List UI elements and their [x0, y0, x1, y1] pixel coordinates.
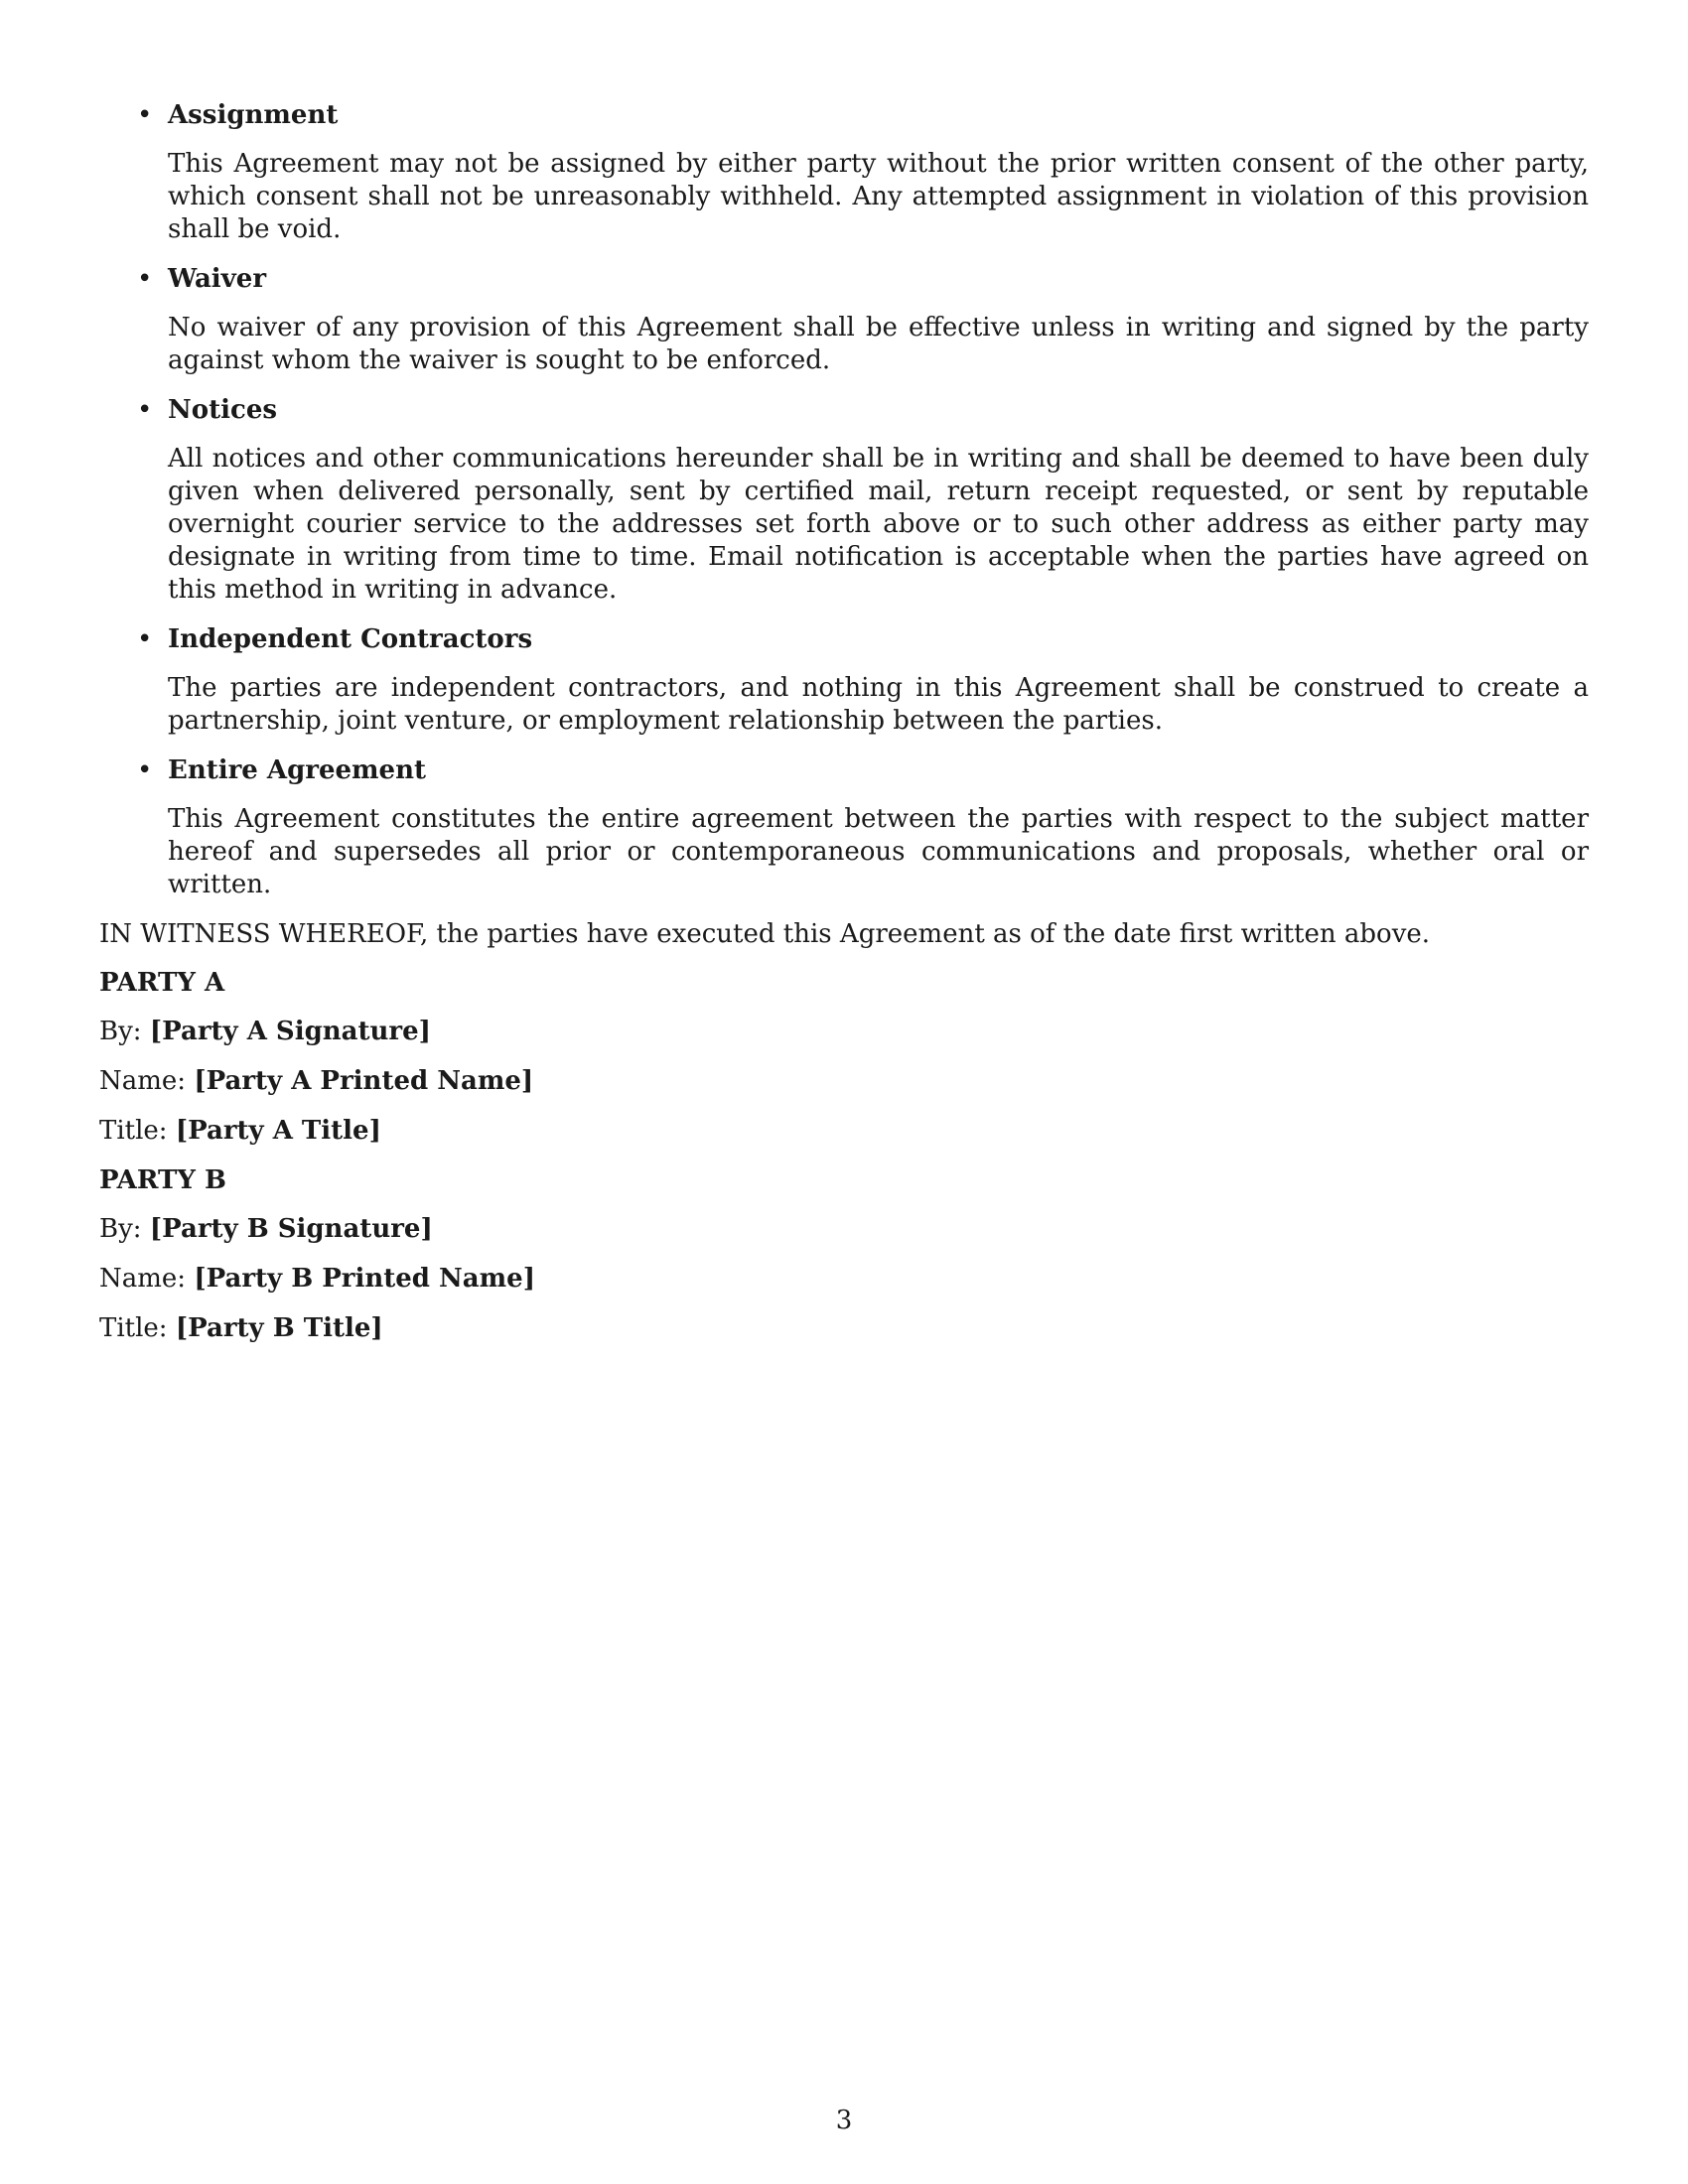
printed-name-label: Name: [99, 1066, 187, 1096]
party-heading: PARTY A [99, 968, 225, 998]
signature-value: [Party A Signature] [149, 1017, 431, 1046]
clause-text: No waiver of any provision of this Agreement shall be effective unless in writing and signed by the party against whom the waiver is sought to be enforced. [168, 313, 1589, 375]
printed-name-value: [Party A Printed Name] [194, 1066, 534, 1096]
title-value: [Party B Title] [175, 1313, 383, 1343]
clause-waiver [137, 263, 1589, 377]
clause-text: This Agreement may not be assigned by either party without the prior written consent of the other party, which consent shall not be unreasonably withheld. Any attempted assignment in violation of this provision shall be void. [168, 149, 1589, 244]
printed-name-label: Name: [99, 1264, 187, 1294]
clause-notices [137, 394, 1589, 607]
bullet-icon: • [137, 264, 153, 294]
bullet-icon: • [137, 755, 153, 785]
printed-name-line [99, 1263, 1589, 1296]
clause-title: Entire Agreement [168, 755, 426, 785]
clause-list [99, 99, 1589, 901]
title-label: Title: [99, 1116, 168, 1146]
clause-independent-contractors [137, 623, 1589, 738]
bullet-icon: • [137, 100, 153, 130]
document-page [99, 99, 1589, 1362]
bullet-icon: • [137, 395, 153, 425]
clause-text: The parties are independent contractors, and nothing in this Agreement shall be construed to create a partnership, joint venture, or employment relationship between the parties. [168, 673, 1589, 736]
clause-entire-agreement [137, 754, 1589, 901]
party-a-block [99, 967, 1589, 1148]
bullet-icon: • [137, 624, 153, 654]
title-line [99, 1312, 1589, 1345]
party-heading: PARTY B [99, 1165, 226, 1195]
clause-title: Independent Contractors [168, 624, 533, 654]
page-number: 3 [835, 2106, 853, 2135]
clause-title: Assignment [168, 100, 339, 130]
party-b-block [99, 1164, 1589, 1345]
clause-assignment [137, 99, 1589, 246]
printed-name-value: [Party B Printed Name] [194, 1264, 536, 1294]
signature-label: By: [99, 1214, 142, 1244]
printed-name-line [99, 1065, 1589, 1098]
title-line [99, 1115, 1589, 1148]
witness-statement: IN WITNESS WHEREOF, the parties have executed this Agreement as of the date first written above. [99, 919, 1431, 949]
signature-value: [Party B Signature] [149, 1214, 433, 1244]
clause-title: Waiver [168, 264, 267, 294]
clause-text: This Agreement constitutes the entire agreement between the parties with respect to the subject matter hereof and supersedes all prior or contemporaneous communications and proposals, whether oral or written. [168, 804, 1589, 899]
title-value: [Party A Title] [175, 1116, 381, 1146]
clause-title: Notices [168, 395, 278, 425]
signature-line [99, 1213, 1589, 1246]
signature-label: By: [99, 1017, 142, 1046]
signature-line [99, 1016, 1589, 1048]
title-label: Title: [99, 1313, 168, 1343]
clause-text: All notices and other communications hereunder shall be in writing and shall be deemed to have been duly given when delivered personally, sent by certified mail, return receipt requested, or sent by reputable overnight courier service to the addresses set forth above or to such other address as either party may designate in writing from time to time. Email notification is acceptable when the parties have agreed on this method in writing in advance. [168, 444, 1589, 605]
